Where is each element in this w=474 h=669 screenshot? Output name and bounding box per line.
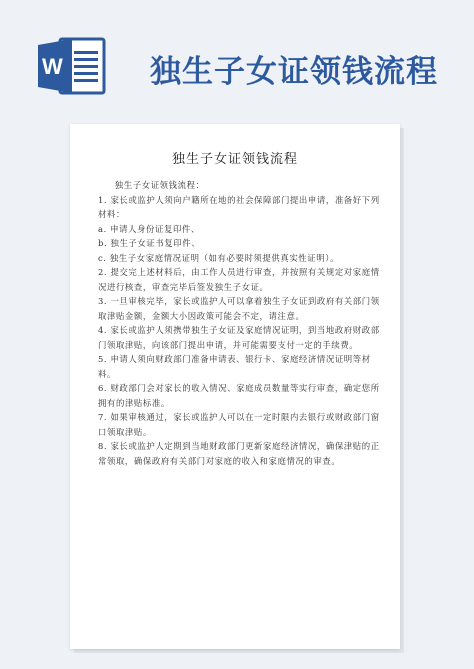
paragraph: 5. 申请人须向财政部门准备申请表、银行卡、家庭经济情况证明等材料。 <box>98 354 371 379</box>
document-title: 独生子女证领钱流程 <box>171 152 298 167</box>
document-page <box>70 124 400 649</box>
svg-text:W: W <box>42 54 63 79</box>
paragraph: 4. 家长或监护人须携带独生子女证及家庭情况证明，到当地政府财政部门领取津贴，向该部门提出申请，并可能需要支付一定的手续费。 <box>98 325 380 350</box>
paragraph: 6. 财政部门会对家长的收入情况、家庭成员数量等实行审查，确定您所拥有的津贴标准。 <box>98 383 380 408</box>
paragraph: c. 独生子女家庭情况证明（如有必要时须提供真实性证明）。 <box>98 252 339 263</box>
paragraph: 3. 一旦审核完毕，家长或监护人可以拿着独生子女证到政府有关部门领取津贴金额，金额大小因政策可能会不定，请注意。 <box>98 296 380 321</box>
paragraph: 1. 家长或监护人须向户籍所在地的社会保障部门提出申请，准备好下列材料： <box>98 194 380 219</box>
word-document-icon <box>38 37 106 95</box>
paragraph: b. 独生子女证书复印件、 <box>98 238 201 248</box>
banner-title: 独生子女证领钱流程 <box>150 54 438 90</box>
paragraph: 8. 家长或监护人定期到当地财政部门更新家庭经济情况，确保津贴的正常领取，确保政府有关部门对家庭的收入和家庭情况的审查。 <box>98 441 380 466</box>
header-banner <box>0 0 474 118</box>
paragraph: a. 申请人身份证复印件、 <box>98 223 200 234</box>
paragraph: 7. 如果审核通过，家长或监护人可以在一定时限内去银行或财政部门窗口领取津贴。 <box>98 412 380 437</box>
paragraph: 独生子女证领钱流程： <box>114 180 205 190</box>
paragraph: 2. 提交完上述材料后，由工作人员进行审查，并按照有关规定对家庭情况进行核查，审查完毕后签发独生子女证。 <box>98 267 380 292</box>
document-body <box>98 178 380 468</box>
